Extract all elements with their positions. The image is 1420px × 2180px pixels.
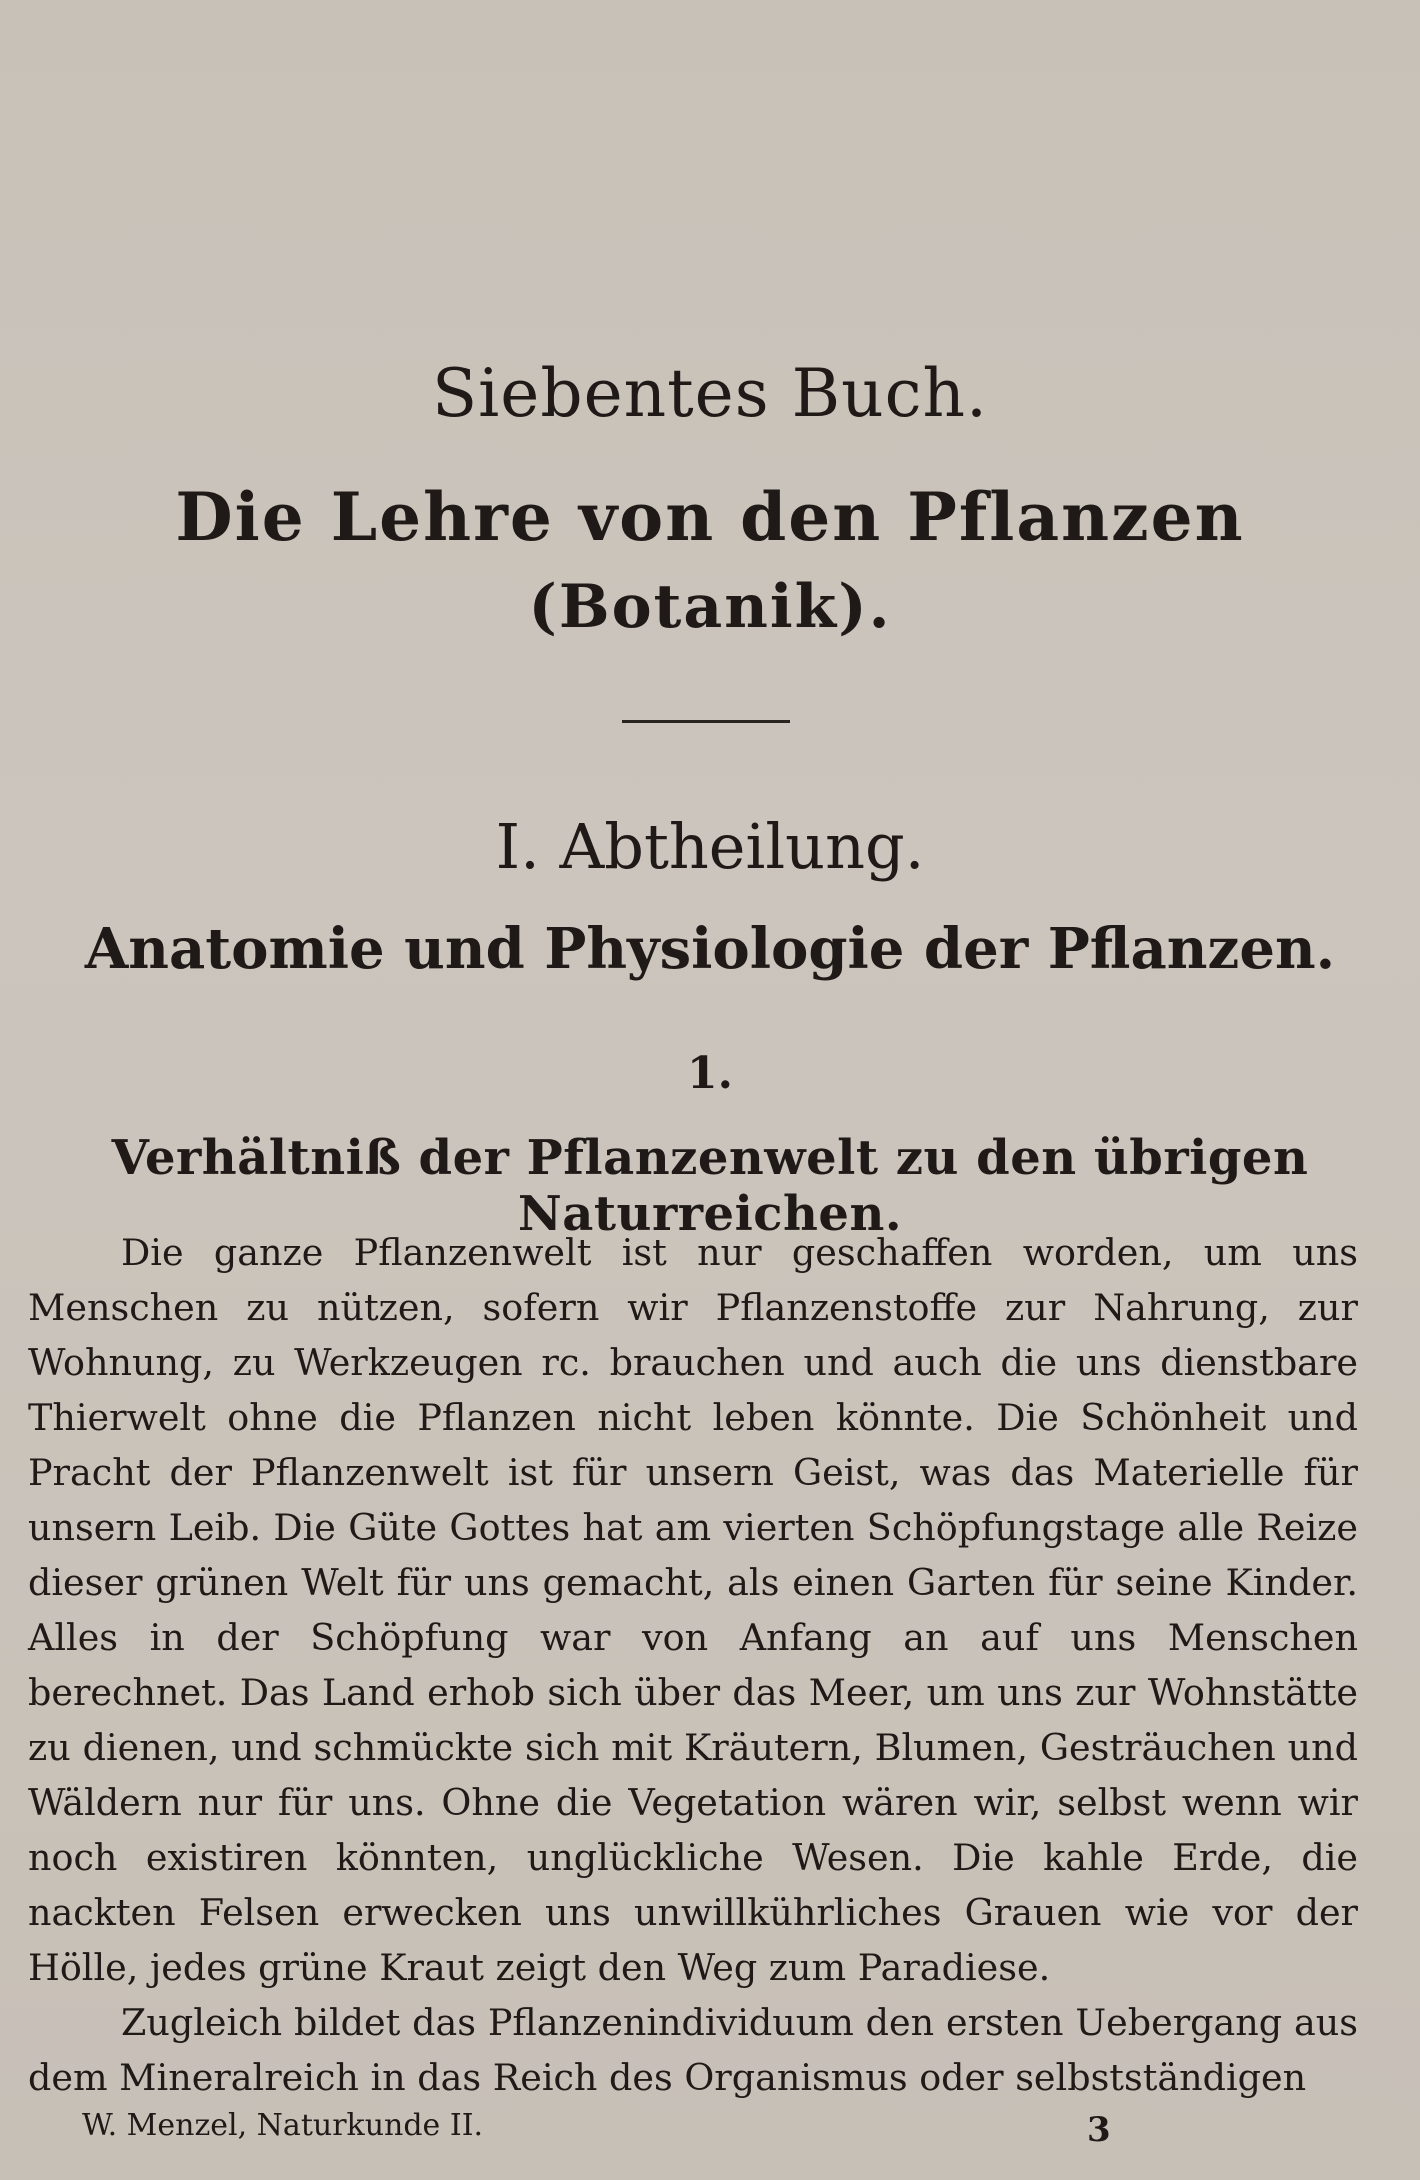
divider-rule <box>622 720 790 723</box>
paragraph: Die ganze Pflanzenwelt ist nur geschaffen worden, um uns Menschen zu nützen, sofern wir Pflanzenstoffe zur Nahrung, zur Wohnung, zu Werkzeugen rc. brauchen und auch die uns dienstbare Thierwelt ohne die Pflanzen nicht leben könnte. Die Schönheit und Pracht der Pflanzenwelt ist für unsern Geist, was das Materielle für unsern Leib. Die Güte Gottes hat am vierten Schöpfungstage alle Reize dieser grünen Welt für uns gemacht, als einen Garten für seine Kinder. Alles in der Schöpfung war von Anfang an auf uns Menschen berechnet. Das Land erhob sich über das Meer, um uns zur Wohnstätte zu dienen, und schmückte sich mit Kräutern, Blumen, Gesträuchen und Wäldern nur für uns. Ohne die Vegetation wären wir, selbst wenn wir noch existiren könnten, unglückliche Wesen. Die kahle Erde, die nackten Felsen erwecken uns unwillkührliches Grauen wie vor der Hölle, jedes grüne Kraut zeigt den Weg zum Paradiese. <box>28 1231 1358 1989</box>
part-title: I. Abtheilung. <box>495 810 925 883</box>
section-title: Verhältniß der Pflanzenwelt zu den übrigen Naturreichen. <box>111 1130 1309 1242</box>
footer-signature: W. Menzel, Naturkunde II. <box>82 2108 484 2143</box>
body-text <box>28 1225 1358 2105</box>
book-title: Siebentes Buch. <box>431 355 989 432</box>
main-subtitle: (Botanik). <box>528 572 892 642</box>
paragraph: Zugleich bildet das Pflanzenindividuum den ersten Uebergang aus dem Mineralreich in das Reich des Organismus oder selbstständigen <box>28 2001 1358 2099</box>
section-number: 1. <box>687 1048 733 1099</box>
main-title: Die Lehre von den Pflanzen <box>175 478 1245 556</box>
page-number: 3 <box>1087 2110 1111 2150</box>
part-subtitle: Anatomie und Physiologie der Pflanzen. <box>84 916 1336 982</box>
